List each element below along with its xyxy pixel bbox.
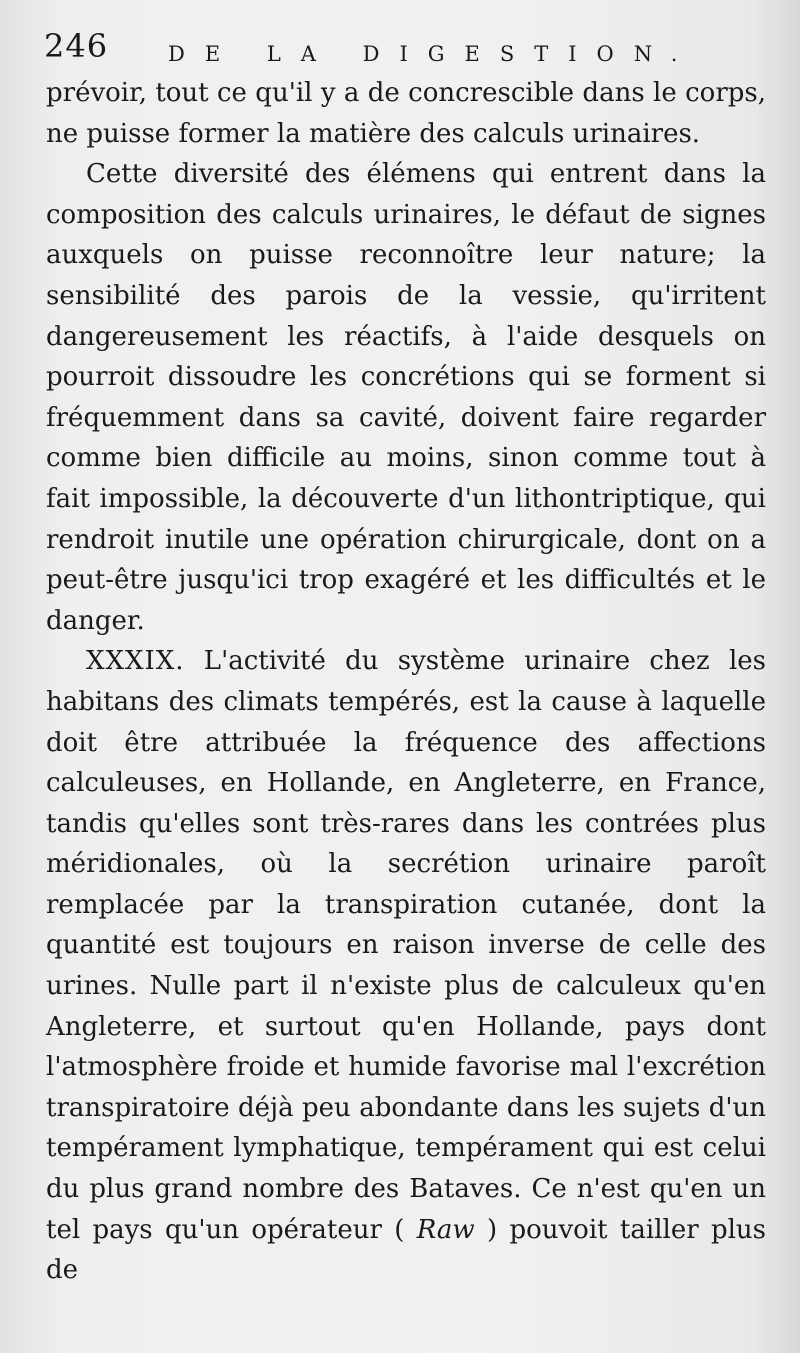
- paragraph-text: L'activité du système urinaire chez les habitans des climats tempérés, est la cause à laquelle doit être attribuée la fréquence des affections calculeuses, en Hollande, en Angleterre, en France, tandis qu'elles sont très-rares dans les contrées plus méridionales, où la secrétion urinaire paroît remplacée par la transpiration cutanée, dont la quantité est toujours en raison inverse de celle des urines. Nulle part il n'existe plus de calculeux qu'en Angleterre, et surtout qu'en Hollande, pays dont l'atmosphère froide et humide favorise mal l'excrétion transpiratoire déjà peu abondante dans les sujets d'un tempérament lymphatique, tempérament qui est celui du plus grand nombre des Bataves. Ce n'est qu'en un tel pays qu'un opérateur (: [46, 646, 766, 1245]
- paragraph-continuation: prévoir, tout ce qu'il y a de concrescible dans le corps, ne puisse former la matière des calculs urinaires.: [46, 78, 766, 149]
- body-text: [46, 73, 766, 1291]
- section-number: XXXIX.: [86, 646, 185, 677]
- page-number: 246: [44, 27, 109, 65]
- page-header: [44, 22, 764, 74]
- paragraph-section-xxxix: [46, 641, 766, 1291]
- running-title: DE LA DIGESTION.: [168, 42, 698, 66]
- paragraph-text-end: ) pouvoit tailler plus de: [46, 1214, 767, 1286]
- italic-name: Raw: [416, 1214, 475, 1245]
- paragraph-lithontriptique: Cette diversité des élémens qui entrent dans la composition des calculs urinaires, le défaut de signes auxquels on puisse reconnoître leur nature; la sensibilité des parois de la vessie, qu'irritent dangereusement les réactifs, à l'aide desquels on pourroit dissoudre les concrétions qui se forment si fréquemment dans sa cavité, doivent faire regarder comme bien difficile au moins, sinon comme tout à fait impossible, la découverte d'un lithontriptique, qui rendroit inutile une opération chirurgicale, dont on a peut-être jusqu'ici trop exagéré et les difficultés et le danger.: [46, 159, 766, 636]
